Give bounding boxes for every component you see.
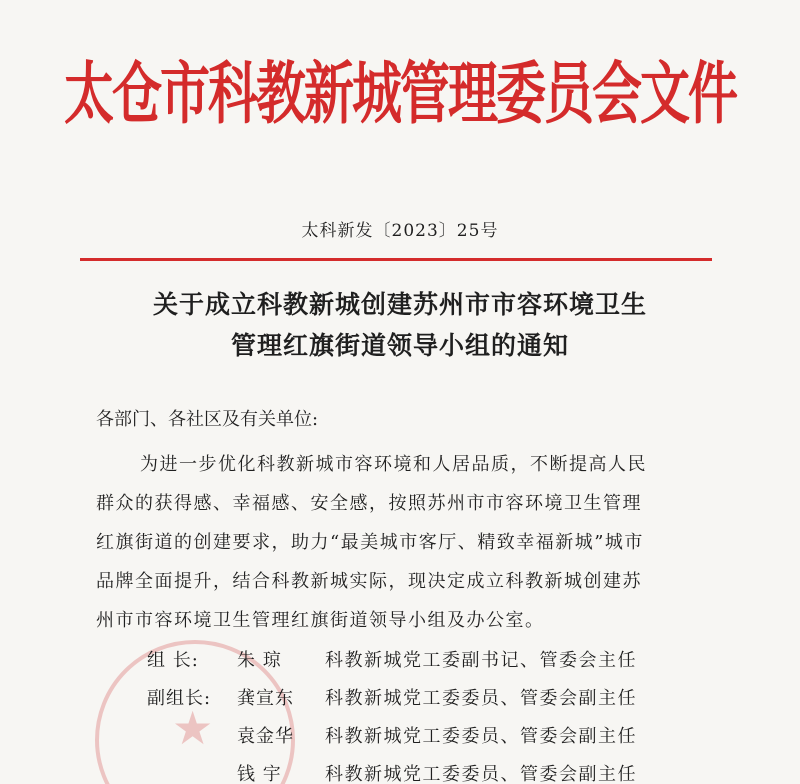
body-paragraph-line: 红旗街道的创建要求，助力“最美城市客厅、精致幸福新城”城市 bbox=[96, 532, 644, 553]
member-title: 科教新城党工委委员、管委会副主任 bbox=[325, 726, 637, 747]
member-name: 朱 琼 bbox=[237, 650, 282, 671]
addressee: 各部门、各社区及有关单位: bbox=[96, 409, 319, 430]
seal-star-icon: ★ bbox=[172, 701, 214, 755]
member-title: 科教新城党工委委员、管委会副主任 bbox=[325, 688, 637, 709]
member-role: 副组长: bbox=[147, 688, 212, 709]
member-name: 钱 宇 bbox=[237, 764, 282, 784]
document-header-title: 太仓市科教新城管理委员会文件 bbox=[64, 54, 736, 134]
body-paragraph-line: 群众的获得感、幸福感、安全感，按照苏州市市容环境卫生管理 bbox=[96, 493, 642, 514]
body-paragraph-line: 为进一步优化科教新城市容环境和人居品质，不断提高人民 bbox=[140, 454, 647, 475]
body-paragraph-line: 品牌全面提升，结合科教新城实际，现决定成立科教新城创建苏 bbox=[96, 571, 642, 592]
member-role: 组 长: bbox=[147, 650, 199, 671]
notice-title-line-1: 关于成立科教新城创建苏州市市容环境卫生 bbox=[152, 290, 647, 319]
member-name: 袁金华 bbox=[237, 726, 294, 747]
notice-title-line-2: 管理红旗街道领导小组的通知 bbox=[230, 331, 569, 360]
member-title: 科教新城党工委委员、管委会副主任 bbox=[325, 764, 637, 784]
body-paragraph-line: 州市市容环境卫生管理红旗街道领导小组及办公室。 bbox=[96, 610, 545, 631]
document-number: 太科新发〔2023〕25号 bbox=[301, 221, 499, 241]
bleed-through-text: ⠀⠀⠀⠀⠀⠀⠀⠀⠀⠀⠀⠀⠀⠀⠀⠀⠀ bbox=[212, 150, 433, 168]
member-title: 科教新城党工委副书记、管委会主任 bbox=[325, 650, 637, 671]
red-divider-line bbox=[80, 258, 712, 261]
member-name: 龚宣东 bbox=[237, 688, 294, 709]
